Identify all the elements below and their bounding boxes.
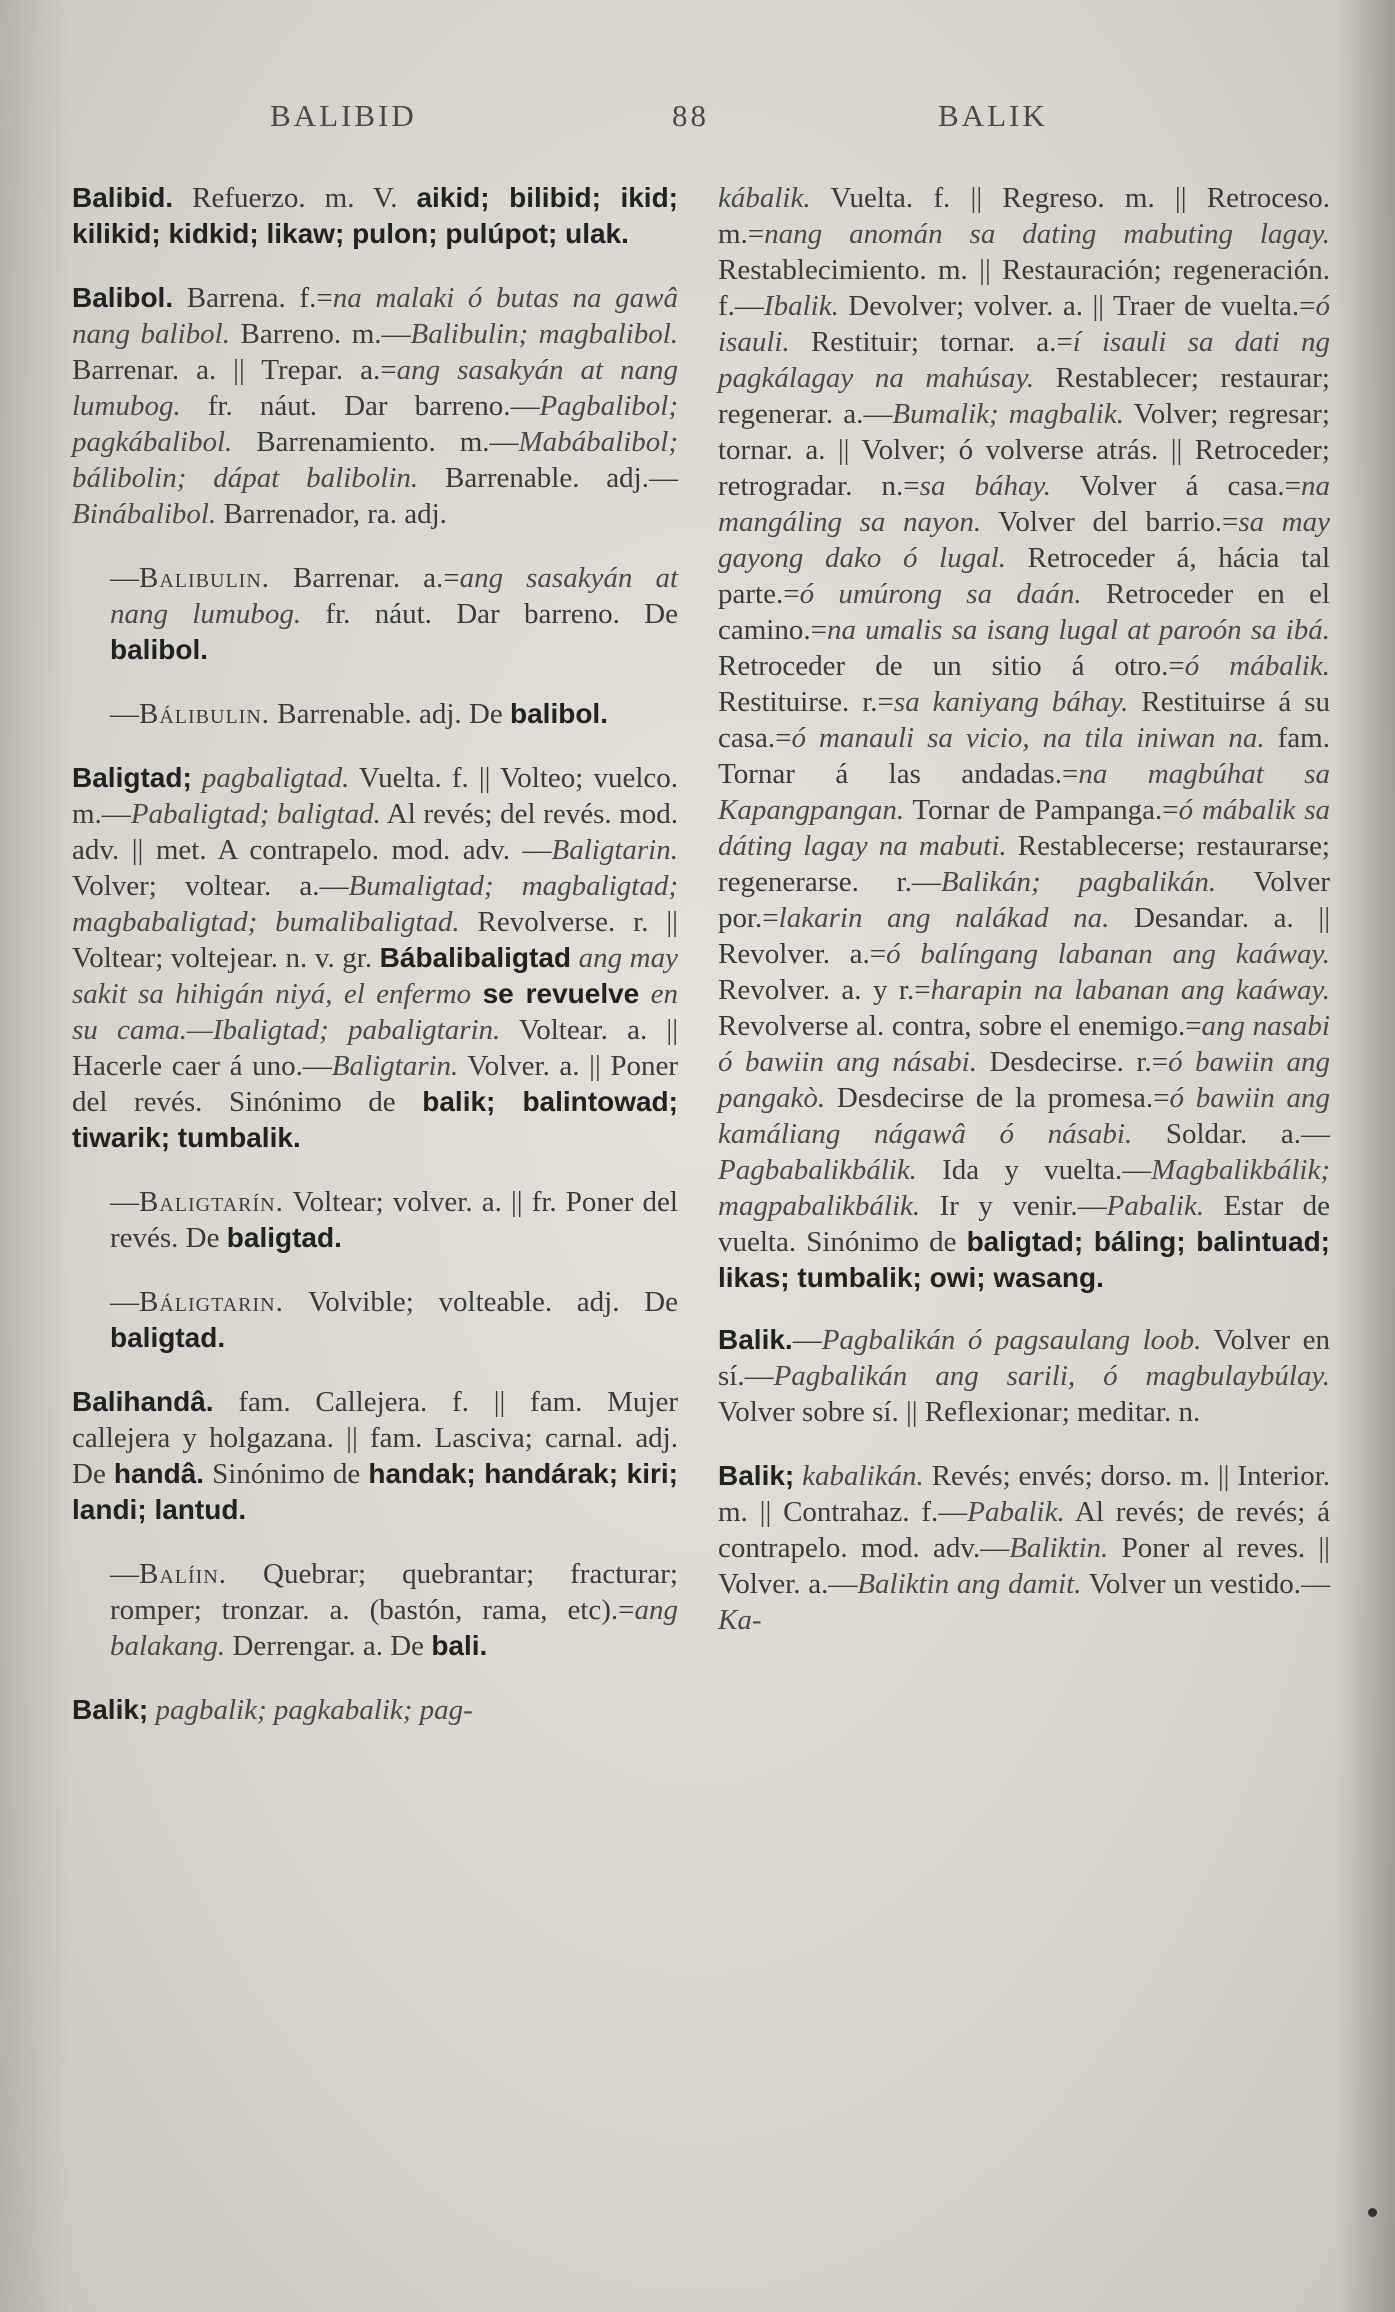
italic-text: Ka- bbox=[718, 1604, 762, 1636]
entry-text bbox=[72, 1692, 678, 1728]
dictionary-entry bbox=[72, 1384, 678, 1528]
headword: Bábalibaligtad bbox=[379, 942, 572, 973]
entry-text bbox=[718, 1458, 1330, 1638]
dictionary-entry bbox=[72, 1556, 678, 1664]
definition-text: Retroceder en el camino.= bbox=[718, 578, 1330, 646]
dictionary-entry bbox=[72, 180, 678, 252]
headword: Baligtad; bbox=[72, 762, 192, 793]
small-caps-headword: Balibulin. bbox=[139, 562, 271, 594]
italic-text: na mangáling sa nayon. bbox=[718, 470, 1330, 538]
italic-text: Pabaligtad; baligtad. bbox=[130, 798, 381, 830]
italic-text: Bumaligtad; magbaligtad; magbabaligtad; bumalibaligtad. bbox=[72, 870, 678, 938]
headword: bali. bbox=[431, 1630, 488, 1661]
italic-text: Pagbalikán ó pagsaulang loob. bbox=[821, 1324, 1202, 1356]
definition-text: Barrenador, ra. adj. bbox=[216, 498, 447, 530]
italic-text: Mabábalibol; bálibolin; dápat balibolin. bbox=[72, 426, 678, 494]
italic-text: pagbalik; pagkabalik; pag- bbox=[155, 1694, 473, 1726]
headword: balibol. bbox=[509, 698, 608, 729]
definition-text: — bbox=[110, 698, 139, 730]
definition-text: Desandar. a. || Revolver. a.= bbox=[718, 902, 1331, 970]
definition-text: Devolver; volver. a. || Traer de vuelta.= bbox=[838, 290, 1316, 322]
dictionary-entry bbox=[72, 280, 678, 532]
italic-text: ó bawiin ang kamáliang nágawâ ó násabi. bbox=[718, 1082, 1330, 1150]
definition-text bbox=[471, 978, 482, 1010]
entry-text bbox=[72, 1384, 678, 1528]
headword: Balihandâ. bbox=[72, 1386, 214, 1417]
italic-text: ó isauli. bbox=[718, 290, 1330, 358]
italic-text: Ibalik. bbox=[763, 290, 839, 322]
running-header bbox=[0, 98, 1395, 148]
italic-text: ang balakang. bbox=[110, 1594, 678, 1662]
definition-text: Ir y venir.— bbox=[920, 1190, 1107, 1222]
italic-text: í isauli sa dati ng pagkálagay na mahúsay. bbox=[718, 326, 1331, 394]
italic-text: ó mábalik sa dáting lagay na mabuti. bbox=[718, 794, 1330, 862]
small-caps-headword: Balíin. bbox=[139, 1558, 228, 1590]
italic-text: Baligtarin. bbox=[331, 1050, 459, 1082]
ink-speck bbox=[1368, 2208, 1377, 2217]
dictionary-entry bbox=[72, 1284, 678, 1356]
page-number: 88 bbox=[672, 98, 709, 133]
definition-text: Volver; regresar; tornar. a. || Volver; ó volverse atrás. || Retroceder; retrogradar. n.= bbox=[718, 398, 1330, 502]
italic-text: Magbalikbálik; magpabalikbálik. bbox=[718, 1154, 1330, 1222]
definition-text: Retroceder á, hácia tal parte.= bbox=[718, 542, 1330, 610]
definition-text: Revolverse. r. || Voltear; voltejear. n. v. gr. bbox=[72, 906, 678, 974]
small-caps-headword: Báligtarin. bbox=[139, 1286, 284, 1318]
entry-text bbox=[72, 760, 678, 1156]
headword: baligtad. bbox=[226, 1222, 342, 1253]
definition-text: Quebrar; quebrantar; fracturar; romper; tronzar. a. (bastón, rama, etc).= bbox=[110, 1558, 678, 1626]
definition-text: Barrena. f.= bbox=[173, 282, 333, 314]
headword: Balibol. bbox=[72, 282, 174, 313]
entry-text bbox=[718, 180, 1330, 1296]
definition-text bbox=[148, 1694, 155, 1726]
headword: Balik; bbox=[72, 1694, 149, 1725]
definition-text: Sinónimo de bbox=[204, 1458, 369, 1490]
dictionary-entry bbox=[72, 1692, 678, 1728]
definition-text: Barrenable. adj. De bbox=[270, 698, 510, 730]
italic-text: kábalik. bbox=[718, 182, 811, 214]
definition-text: Restituirse á su casa.= bbox=[718, 686, 1330, 754]
definition-text bbox=[192, 762, 202, 794]
definition-text: Voltear; volver. a. || fr. Poner del revés. De bbox=[110, 1186, 678, 1254]
italic-text: na magbúhat sa Kapangpangan. bbox=[718, 758, 1330, 826]
page-edge-shadow-right bbox=[1335, 0, 1395, 2312]
definition-text: Volver en sí.— bbox=[718, 1324, 1330, 1392]
definition-text: Volver; voltear. a.— bbox=[72, 870, 349, 902]
entry-text bbox=[718, 1322, 1330, 1430]
italic-text: ó bawiin ang pangakò. bbox=[718, 1046, 1330, 1114]
definition-text: Restituirse. r.= bbox=[718, 686, 894, 718]
definition-text: — bbox=[792, 1324, 822, 1356]
definition-text bbox=[639, 978, 650, 1010]
definition-text: Retroceder de un sitio á otro.= bbox=[718, 650, 1185, 682]
headword: handâ. bbox=[113, 1458, 205, 1489]
definition-text bbox=[571, 942, 579, 974]
definition-text: Barrenamiento. m.— bbox=[232, 426, 519, 458]
headword: Balibid. bbox=[72, 182, 174, 213]
definition-text: — bbox=[110, 1286, 139, 1318]
italic-text: Pagbalikán ang sarili, ó magbulaybúlay. bbox=[773, 1360, 1330, 1392]
definition-text: Volver por.= bbox=[718, 866, 1330, 934]
definition-text: Voltear. a. || Hacerle caer á uno.— bbox=[72, 1014, 679, 1082]
italic-text: ó balíngang labanan ang kaáway. bbox=[886, 938, 1330, 970]
dictionary-entry bbox=[72, 1184, 678, 1256]
definition-text: Volver á casa.= bbox=[1051, 470, 1301, 502]
italic-text: Bumalik; magbalik. bbox=[892, 398, 1124, 430]
italic-text: ó mábalik. bbox=[1184, 650, 1330, 682]
definition-text: fam. Callejera. f. || fam. Mujer callejera y holgazana. || fam. Lasciva; carnal. adj. De bbox=[72, 1386, 678, 1490]
italic-text: Pagbalibol; pagkábalibol. bbox=[72, 390, 678, 458]
headword: handak; handárak; kiri; landi; lantud. bbox=[72, 1458, 678, 1525]
definition-text: Revolver. a. y r.= bbox=[718, 974, 931, 1006]
entry-text bbox=[72, 180, 678, 252]
italic-text: na malaki ó butas na gawâ nang balibol. bbox=[72, 282, 678, 350]
entry-text bbox=[110, 696, 678, 732]
definition-text: Barrenar. a.= bbox=[270, 562, 460, 594]
definition-text: Barrenable. adj.— bbox=[418, 462, 678, 494]
definition-text bbox=[794, 1460, 802, 1492]
header-left-guideword: BALIBID bbox=[270, 98, 417, 133]
definition-text: Desdecirse de la promesa.= bbox=[825, 1082, 1170, 1114]
italic-text: sa báhay. bbox=[919, 470, 1052, 502]
entry-text bbox=[110, 1284, 678, 1356]
italic-text: Balibulin; magbalibol. bbox=[410, 318, 678, 350]
definition-text: Restablecer; restaurar; regenerar. a.— bbox=[718, 362, 1330, 430]
italic-text: sa kaniyang báhay. bbox=[893, 686, 1129, 718]
headword: baligtad. bbox=[110, 1322, 226, 1353]
headword: Balik. bbox=[718, 1324, 793, 1355]
entry-text bbox=[110, 1184, 678, 1256]
dictionary-entry bbox=[718, 1458, 1330, 1638]
headword: Balik; bbox=[718, 1460, 795, 1491]
definition-text: Barrenar. a. || Trepar. a.= bbox=[72, 354, 397, 386]
definition-text: Revolverse al. contra, sobre el enemigo.= bbox=[718, 1010, 1202, 1042]
definition-text: Barreno. m.— bbox=[229, 318, 411, 350]
right-column bbox=[718, 180, 1330, 1666]
italic-text: pagbaligtad. bbox=[201, 762, 350, 794]
italic-text: na umalis sa isang lugal at paroón sa ibá. bbox=[826, 614, 1330, 646]
italic-text: Baliktin. bbox=[1009, 1532, 1109, 1564]
definition-text: Soldar. a.— bbox=[1132, 1118, 1330, 1150]
definition-text: Restablecimiento. m. || Restauración; regeneración. f.— bbox=[718, 254, 1330, 322]
definition-text: — bbox=[110, 562, 139, 594]
italic-text: Binábalibol. bbox=[72, 498, 217, 530]
italic-text: ó manauli sa vicio, na tila iniwan na. bbox=[791, 722, 1265, 754]
dictionary-entry bbox=[72, 560, 678, 668]
dictionary-entry bbox=[72, 696, 678, 732]
definition-text: Vuelta. f. || Regreso. m. || Retroceso. m.= bbox=[718, 182, 1330, 250]
definition-text: Restituir; tornar. a.= bbox=[789, 326, 1073, 358]
italic-text: lakarin ang nalákad na. bbox=[778, 902, 1110, 934]
definition-text: — bbox=[110, 1558, 139, 1590]
italic-text: nang anomán sa dating mabuting lagay. bbox=[764, 218, 1330, 250]
definition-text: Estar de vuelta. Sinónimo de bbox=[718, 1190, 1330, 1258]
italic-text: ang may sakit sa hihigán niyá, el enfermo bbox=[72, 942, 678, 1010]
italic-text: harapin na labanan ang kaáway. bbox=[930, 974, 1330, 1006]
definition-text: Poner al reves. || Volver. a.— bbox=[718, 1532, 1330, 1600]
definition-text: — bbox=[110, 1186, 139, 1218]
italic-text: ang nasabi ó bawiin ang násabi. bbox=[718, 1010, 1330, 1078]
left-column bbox=[72, 180, 678, 1756]
entry-text bbox=[110, 1556, 678, 1664]
definition-text: Volvible; volteable. adj. De bbox=[283, 1286, 678, 1318]
italic-text: en su cama.—Ibaligtad; pabaligtarin. bbox=[72, 978, 678, 1046]
italic-text: Baligtarin. bbox=[551, 834, 678, 866]
page-edge-shadow-left bbox=[0, 0, 70, 2312]
italic-text: ang sasakyán at nang lumubog. bbox=[72, 354, 678, 422]
header-right-guideword: BALIK bbox=[938, 98, 1048, 133]
italic-text: Balikán; pagbalikán. bbox=[940, 866, 1217, 898]
definition-text: Desdecirse. r.= bbox=[976, 1046, 1169, 1078]
headword: balibol. bbox=[110, 634, 208, 665]
definition-text: Ida y vuelta.— bbox=[916, 1154, 1152, 1186]
italic-text: ó umúrong sa daán. bbox=[799, 578, 1082, 610]
definition-text: Derrengar. a. De bbox=[225, 1630, 432, 1662]
definition-text: Volver del barrio.= bbox=[981, 506, 1239, 538]
definition-text: Tornar de Pampanga.= bbox=[904, 794, 1179, 826]
definition-text: Restablecerse; restaurarse; regenerarse. r.— bbox=[718, 830, 1330, 898]
entry-text bbox=[72, 280, 678, 532]
dictionary-entry bbox=[72, 760, 678, 1156]
headword: balik; balintowad; tiwarik; tumbalik. bbox=[72, 1086, 678, 1153]
definition-text: Refuerzo. m. V. bbox=[173, 182, 417, 214]
small-caps-headword: Baligtarín. bbox=[139, 1186, 284, 1218]
italic-text: Baliktin ang damit. bbox=[857, 1568, 1082, 1600]
italic-text: kabalikán. bbox=[802, 1460, 924, 1492]
definition-text: Al revés; del revés. mod. adv. || met. A contrapelo. mod. adv. — bbox=[72, 798, 678, 866]
definition-text: Vuelta. f. || Volteo; vuelco. m.— bbox=[72, 762, 679, 830]
headword: baligtad; báling; balintuad; likas; tumbalik; owi; wasang. bbox=[718, 1226, 1330, 1293]
definition-text: fam. Tornar á las andadas.= bbox=[718, 722, 1330, 790]
definition-text: Al revés; de revés; á contrapelo. mod. adv.— bbox=[718, 1496, 1330, 1564]
italic-text: Pabalik. bbox=[967, 1496, 1065, 1528]
definition-text: fr. náut. Dar barreno. De bbox=[301, 598, 678, 630]
italic-text: sa may gayong dako ó lugal. bbox=[718, 506, 1330, 574]
entry-text bbox=[110, 560, 678, 668]
definition-text: Revés; envés; dorso. m. || Interior. m. || Contrahaz. f.— bbox=[718, 1460, 1331, 1528]
definition-text: Volver un vestido.— bbox=[1081, 1568, 1331, 1600]
dictionary-entry bbox=[718, 180, 1330, 1296]
headword: se revuelve bbox=[482, 978, 640, 1009]
definition-text: fr. náut. Dar barreno.— bbox=[180, 390, 540, 422]
italic-text: ang sasakyán at nang lumubog. bbox=[110, 562, 678, 630]
headword: aikid; bilibid; ikid; kilikid; kidkid; likaw; pulon; pulúpot; ulak. bbox=[72, 182, 679, 249]
italic-text: Pabalik. bbox=[1106, 1190, 1205, 1222]
dictionary-entry bbox=[718, 1322, 1330, 1430]
definition-text: Volver sobre sí. || Reflexionar; meditar. n. bbox=[718, 1396, 1201, 1428]
definition-text: Volver. a. || Poner del revés. Sinónimo de bbox=[72, 1050, 678, 1118]
small-caps-headword: Bálibulin. bbox=[139, 698, 271, 730]
italic-text: Pagbabalikbálik. bbox=[718, 1154, 917, 1186]
